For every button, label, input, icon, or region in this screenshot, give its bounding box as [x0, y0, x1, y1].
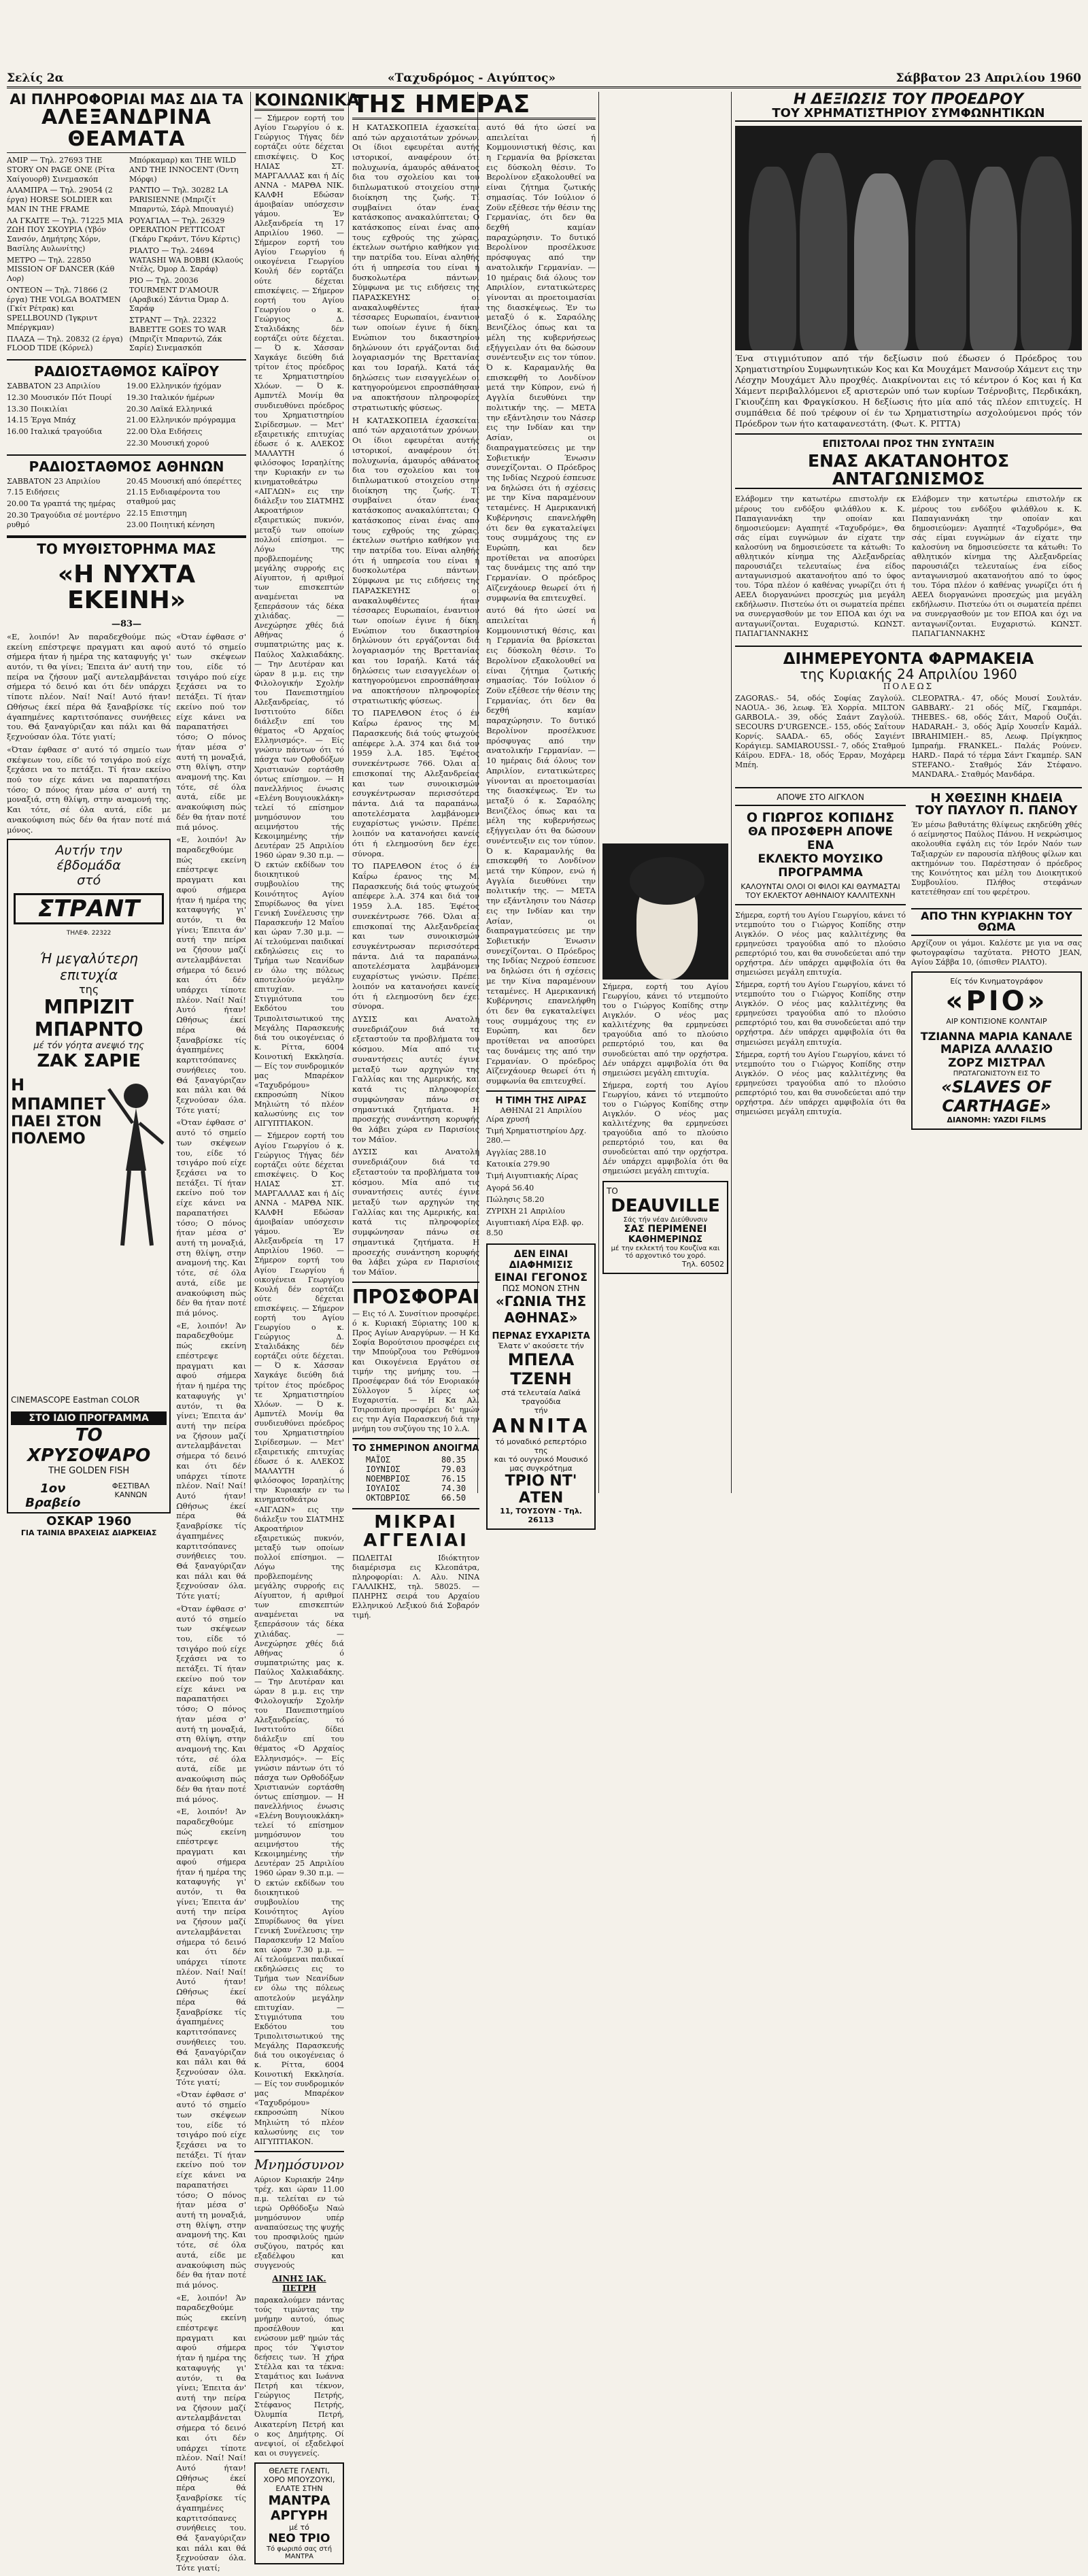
gold-price-row: Τιμή Αιγυπτιακής Λίρας: [486, 1171, 579, 1181]
ad-line: Ή μεγαλύτερη επιτυχία: [39, 950, 138, 984]
actor-name: ΜΑΡΙΖΑ ΑΛΛΑΣΙΟ: [940, 1043, 1053, 1057]
ad-line: και τό ουγγρικό Μουσικό μας συγκρότημα: [494, 1455, 588, 1473]
cinema-listing: ΑΜΙΡ — Τηλ. 27693 THE STORY ON PAGE ONE (Ρίτα Χαίγουορθ) Σινεμασκόπ: [7, 156, 116, 184]
singer-text: Σήμερα, εορτή του Αγίου Γεωργίου, κάνει τό ντεμπούτο του ο Γιώργος Κοπίδης στην Αιγκλόν. Ο νέος μας καλλιτέχνης θα ερμηνεύσει τραγούδια από το πλούσιο ρεπερτόριό του, και θα συνοδεύεται από την ορχήστρα. Δέν υπάρχει αμφιβολία ότι θα σημειώσει μεγάλη επιτυχία.: [602, 1080, 728, 1176]
rate-row: [366, 1484, 466, 1493]
rate-value: 76.15: [441, 1474, 466, 1484]
ad-line: Σάς τήν νέαν Διεύθυνσιν: [623, 1216, 708, 1224]
gold-price-row: Λίρα χρυσή: [486, 1114, 530, 1124]
funeral-subtitle: ΤΟΥ ΠΑΥΛΟΥ Π. ΠΑΝΟΥ: [915, 803, 1078, 818]
radio-slot: 19.30 Ιταλικόν ήμέρων: [126, 392, 215, 402]
ad-line: ΔΕΝ ΕΙΝΑΙ ΔΙΑΦΗΜΙΣΙΣ: [509, 1249, 573, 1271]
film-title: ΠΟΛΕΜΟ: [11, 1131, 86, 1148]
radio-slot: 20.45 Μουσική από όπερέττες: [126, 476, 241, 486]
column-3: [352, 90, 596, 1620]
ad-line: ΚΑΘΗΜΕΡΙΝΩΣ: [628, 1234, 703, 1245]
offers-title: ΠΡΟΣΦΟΡΑΙ: [352, 1285, 480, 1308]
issue-date: Σάββατον 23 Απριλίου 1960: [896, 71, 1081, 85]
gold-price-row: ΖΥΡΙΧΗ 21 Απριλίου: [486, 1207, 565, 1216]
editorial-text: ΤΟ ΠΑΡΕΛΘΟΝ έτος ό έν Καΐρω έρανος της Μ. Παρασκευής διά τούς φτωχούς απέφερε λ.Α. 374 και διά τον 1959 λ.Α. 185. Έφέτος συνεκέντρωσε 766. Όλαι αί επισκοπαί της Αλεξανδρείας και των συνοικισμών εσυγκέντρωσαν περισσότερα πάντα. Διά τα παραπάνω, αποτελέσματα λαμβάνομεν ευχαρίστως γνώσιν. Πρέπει λοιπόν να κατανοήσει κανείς ότι ή ελεημοσύνη δεν έχει σύνορα.: [352, 861, 480, 1011]
radio-slot: ΣΑΒΒΑΤΟΝ 23 Απριλίου: [7, 382, 101, 391]
gold-price-row: Πώλησις 58.20: [486, 1194, 545, 1204]
theatre-header: ΑΙ ΠΛΗΡΟΦΟΡΙΑΙ ΜΑΣ ΔΙΑ ΤΑ: [10, 91, 243, 107]
funeral-text: Έν μέσω βαθυτάτης θλίψεως εκηδεύθη χθές ό αείμνηστος Παύλος Πάνου. Η νεκρώσιμος ακολουθία εψάλη εις τόν Ιερόν Ναόν των Ταξιαρχών εν παρουσία πλήθους φίλων και ακτημόνων του. Παρέστησαν ό πρόεδρος της Κοινότητος και μέλη του Διοικητικού Συμβουλίου. Πλήθος στεφάνων κατετέθησαν επί του φερέτρου.: [911, 820, 1082, 897]
gold-price-table: [486, 1115, 596, 1238]
pharmacies-list: ZAGORAS.- 54, οδός Σοφίας Ζαγλούλ. NAOUA.- 36, λεωφ. Έλ Χορρία. MILTON GARBOLA.- 39, οδός Σαάντ Ζαγλούλ. SECOURS D'URGENCE.- 155, οδός Σαΐτουν Κορνίς. SAADA.- 65, οδός Σαγιέντ Κοράγιεμ. SAMIAROUSSI.- 7, οδός Σταθμού Κάϊρου. EDFA.- 18, οδός Έρραν, Μοχάρεμ Μπέη.: [735, 693, 905, 770]
radio-slot: 22.15 Επιστημη: [126, 508, 187, 518]
band-name: ΤΡΙΟ ΝΤ' ΑΤΕΝ: [505, 1473, 577, 1507]
rate-value: 66.50: [441, 1493, 466, 1503]
rate-value: 79.03: [441, 1465, 466, 1475]
ad-line: ΠΩΣ ΜΟΝΟΝ ΣΤΗΝ: [502, 1284, 580, 1294]
distributor: ΔΙΑΝΟΜΗ: YAZDI FILMS: [947, 1116, 1047, 1125]
cinema-listing: ΣΤΡΑΝΤ — Τηλ. 22322 BABETTE GOES TO WAR (Μπριζίτ Μπαρντώ, Ζάκ Σαρίε) Σινεμασκόπ: [129, 316, 226, 353]
editorial-text: ΤΟ ΠΑΡΕΛΘΟΝ έτος ό έν Καΐρω έρανος της Μ. Παρασκευής διά τούς φτωχούς απέφερε λ.Α. 374 και διά τον 1959 λ.Α. 185. Έφέτος συνεκέντρωσε 766. Όλαι αί επισκοπαί της Αλεξανδρείας και των συνοικισμών εσυγκέντρωσαν περισσότερα πάντα. Διά τα παραπάνω, αποτελέσματα λαμβάνομεν ευχαρίστως γνώσιν. Πρέπει λοιπόν να κατανοήσει κανείς ότι ή ελεημοσύνη δεν έχει σύνορα.: [352, 708, 480, 858]
radio-slot: 21.15 Ενδιαφέροντα του σταθμού μας: [126, 488, 220, 507]
cinema-listing: ΡΟΥΑΓΙΑΛ — Τηλ. 26329 OPERATION PETTICOAT (Γκάρυ Γκράντ, Τόνυ Κέρτις): [129, 216, 241, 244]
rate-value: 74.30: [441, 1484, 466, 1494]
pharmacies-date: της Κυριακής 24 Απριλίου 1960: [800, 665, 1017, 682]
award-label: 1ον Βραβείο: [25, 1482, 81, 1511]
radio-athens-schedule: [7, 477, 246, 532]
ad-line: ΠΡΩΤΑΓΩΝΙΣΤΟΥΝ ΕΙΣ ΤΟ: [953, 1070, 1040, 1078]
ad-line: ΕΙΝΑΙ ΓΕΓΟΝΟΣ: [494, 1271, 588, 1284]
memorial-text: Αύριον Κυριακήν 24ην τρέχ. και ώραν 11.00 π.μ. τελείται εν τώ ιερώ Ορθόδοξω Ναώ μνημόσυνον υπέρ αναπαύσεως της ψυχής του προσφιλούς ημών συζύγου, πατρός και εξαδέλφου και συγγενούς: [254, 2175, 344, 2271]
cinema-listings: [7, 156, 246, 355]
radio-slot: 20.30 Λαϊκά Ελληνικά: [126, 404, 213, 414]
memorial-title: Μνημόσυνον: [254, 2156, 344, 2173]
memorial-text: παρακαλούμεν πάντας τούς τιμώντας την μνήμην αυτού, όπως προσέλθουν και ενώσουν μεθ' ημών τάς προς τόν Ύψιστον δεήσεις των. Ή χήρα Στέλλα και τα τέκνα: Σταμάτιος και Ιωάννα Πετρή και τέκνον, Γεώργιος Πετρής, Στέφανος Πετρής, Όλυμπία Πετρή, Αικατερίνη Πετρή και ο κος Δημήτρης. Οί ανεψιοί, οί εξαδελφοί και οι συγγενείς.: [254, 2295, 344, 2458]
novel-header: ΤΟ ΜΥΘΙΣΤΟΡΗΜΑ ΜΑΣ: [37, 541, 216, 558]
column-5: [735, 92, 1082, 1493]
ad-line: ΠΕΡΝΑΣ ΕΥΧΑΡΙΣΤΑ: [492, 1331, 590, 1342]
editorial-text: αυτό θά ήτο ώσεί να απειλείται ή Κομμουνιστική θέσις, και η Γερμανία θα βρίσκεται εις δύσκολη θέσιν. Το Βερολίνον εξακολουθεί να είναι ζήτημα ζωτικής σημασίας. Τόν Ιούλιον ό Ζοϋν εξέθεσε τήν θέσιν της Γερμανίας, ότι δεν θα δεχθή καμίαν παραχώρησιν. Το δυτικό Βερολίνον προσέλκυσε πρόσφυγας από την ανατολικήν Γερμανίαν. — 10 ημέραις διά όλους τον Απριλίον, εντατικώτερες γίνονται αι προετοιμασίαι της διασκέψεως. Έν τω μεταξύ ό κ. Σαραόλης Βενιζέλος όπως και τα μέλη της κυβερνήσεως εξήγγειλαν ότι θα δώσουν συνέντευξιν εις τον τύπον. Ό κ. Καραμανλής θα επισκεφθή το Λονδίνον μετά την Κύπρον, ενώ ή Αγγλία διευθύνει την πολιτικήν της. — ΜΕΤΑ την εξάντλησιν του Νάσερ εις την Ινδίαν και την Ασίαν, οι διαπραγματεύσεις με την Σοβιετικήν Ένωσιν συνεχίζονται. Ο Πρόεδρος της Ινδίας Νεχρού έσπευσε να δηλώσει ότι ή σχέσεις με την Κίνα παραμένουν τεταμένες. Η Αμερικανική Κυβέρνησις επανελήφθη ότι δεν θα εγκαταλείψει τους συμμάχους της εν Ευρώπη, και δεν προτίθεται να αποσύρει τας δυνάμεις της από την Γερμανίαν. Ο πρόεδρος Αϊζενχάουερ θεωρεί ότι ή συμφωνία θα επιτευχθεί.: [486, 122, 596, 603]
radio-slot: 19.00 Ελληνικόν ήχόμαν: [126, 382, 222, 391]
venue-name: ΜΑΝΤΡΑ ΑΡΓΥΡΗ: [268, 2492, 330, 2523]
social-news-text: — Σήμερον εορτή του Αγίου Γεωργίου ό κ. Γεώργιος Τήγας δέν εορτάζει ούτε δέχεται επισκέψεις. Ό Κος ΗΛΙΑΣ ΣΤ. ΜΑΡΓΑΛΛΑΣ και ή Δίς ΑΝΝΑ - ΜΑΡΘΑ ΝΙΚ. ΚΑΛΦΗ Εδώσαν άμοιβαίαν υπόσχεσιν γάμου. Έν Αλεξανδρεία τη 17 Απριλίου 1960. — Σήμερον εορτή του Αγίου Γεωργίου ή οικογένεια Γεωργίου Κουλή δέν εορτάζει ούτε δέχεται επισκέψεις. — Σήμερον εορτή του Αγίου Γεωργίου ο κ. Γεώργιος Δ. Σταλιδάκης δέν εορτάζει ούτε δέχεται. — Ό κ. Χάσσαν Χαγκάγε διεύθη διά τρίτον έτος πρόεδρος τε Χρηματιστηρίου Χλόων. — Ό κ. Αμπντέλ Μονίμ θα συνδιευθύνει πρόεδρος του Χρηματιστηρίου Σιρίδεσμων. — Μετ' εξαιρετικής επιτυχίας έδωσε ό κ. ΑΛΕΚΟΣ ΜΑΛΑΥΤΗ ό φιλόσοφος Ισραηλίτης την Κυριακήν εν τω κινηματοθεάτρω «ΑΙΓΛΩΝ» εις την διάλεξιν του ΣΙΑΤΜΗΣ Ακροατήριον εξαιρετικώς πυκνόν, μεταξύ των οποίων πολλοί επίσημοι. — Λόγω της προβλεπομένης μεγάλης συρροής εις Αίγυπτον, ή αριθμοί των επισκεπτών αναμένεται να ξεπεράσουν τάς δέκα χιλιάδας. — Ανεχώρησε χθές διά Αθήνας ό συμπατριώτης μας κ. Παύλος Χαλκιαδάκης. — Την Δευτέραν και ώραν 8 μ.μ. εις την Φιλολογικήν Σχολήν του Πανεπιστημίου Αλεξανδρείας, τό Ινστιτούτο δίδει διάλεξιν επί του θέματος «Ό Αρχαίος Ελληνισμός». — Είς γνώσιν πάντων ότι τό πάσχα των Ορθοδόξων Χριστιανών εορτάσθη όντως επίσημον. — Η πανελλήνιος ένωσις «Ελένη Βουγιουκλάκη» τελεί τό επίσημον μνημόσυνον του αειμνήστου τής Κεκοιμημένης τήν Δευτέραν 25 Απριλίου 1960 ώραν 9.30 π.μ. — Ό εκτών εκδίδων του διοικητικού συμβουλίου της Κοινότητος Αγίου Σπυρίδωνος θα γίνει Γενική Συνέλευσις την Παρασκευήν 12 Μαΐου και ώραν 7.30 μ.μ. — Αί τελούμεναι παιδικαί εκδηλώσεις εις το Τμήμα των Νεανίδων εν όλω της πόλεως αποτελούν μεγάλην επιτυχίαν. — Στιγμιότυπα του Εκδότου του Τριπολιτσιωτικού της Μεγάλης Παρασκευής διά του οικογένειας ό κ. Ρίττα, 6004 Κοινοτική Εκκλησία. — Είς τον συνδρομικόν μας Μπαρέκον «Ταχυδρόμου» εκπροσώπη Νίκου Μηλιώτη τό πλέον καλωσύνης εις τον ΑΙΓΥΠΤΙΑΚΟΝ.: [254, 1131, 344, 2146]
rate-month: ΙΟΥΛΙΟΣ: [366, 1484, 401, 1494]
gonia-athinas-ad: [486, 1243, 596, 1530]
rate-row: [366, 1455, 466, 1465]
rate-row: [366, 1493, 466, 1503]
rate-month: ΟΚΤΩΒΡΙΟΣ: [366, 1493, 411, 1503]
radio-slot: 16.00 Ιταλικά τραγούδια: [7, 427, 103, 437]
ad-line: ΣΤΟ ΙΔΙΟ ΠΡΟΓΡΑΜΜΑ: [11, 1411, 167, 1425]
editorial-text: ΔΥΣΙΣ και Ανατολή συνεδριάζουν διά τα εξεταστούν τα προβλήματα του κόσμου. Μία από τις συναντήσεις αυτές έγινε μεταξύ των αρχηγών της Γαλλίας και της Αμερικής, και κατά τις πληροφορίες συμφώνησαν πάνω σε σημαντικά ζητήματα. Η προσεχής συνάντηση κορυφής θα λάβει χώρα εν Παρισίοις τον Μάϊον.: [352, 1147, 480, 1277]
ad-line: ΑΙΡ ΚΟΝΤΙΣΙΟΝΕ ΚΟΛΝΤΑΙΡ: [946, 1017, 1047, 1026]
band-name: ΝΕΟ ΤΡΙΟ: [268, 2531, 330, 2545]
editorial-text: ΔΥΣΙΣ και Ανατολή συνεδριάζουν διά τα εξεταστούν τα προβλήματα του κόσμου. Μία από τις συναντήσεις αυτές έγινε μεταξύ των αρχηγών της Γαλλίας και της Αμερικής, και κατά τις πληροφορίες συμφώνησαν πάνω σε σημαντικά ζητήματα. Η προσεχής συνάντηση κορυφής θα λάβει χώρα εν Παρισίοις τον Μάϊον.: [352, 1014, 480, 1144]
singer-text: Σήμερα, εορτή του Αγίου Γεωργίου, κάνει τό ντεμπούτο του ο Γιώργος Κοπίδης στην Αιγκλόν. Ο νέος μας καλλιτέχνης θα ερμηνεύσει τραγούδια από το πλούσιο ρεπερτόριό του, και θα συνοδεύεται από την ορχήστρα. Δέν υπάρχει αμφιβολία ότι θα σημειώσει μεγάλη επιτυχία.: [735, 980, 906, 1047]
column-4: [602, 843, 728, 1493]
novel-text-continued: «Ε, λοιπόν! Άν παραδεχθούμε πώς εκείνη επέστρεψε πραγματι και αφού σήμερα ήταν ή ημέρα της καταφυγής γι' αυτόν, τι θα γίνει; Έπειτα άν' αυτή την πείρα να ζήσουν μαζί αντελαμβάνεται σήμερα τό δεινό και ότι δέν υπάρχει τίποτε πλέον. Ναί! Ναί! Αυτό ήταν! Ωθήσως έκεί πέρα θά ξαναβρίσκε τίς άγαπημένες καρτιτσόπανες συνήθειες του. Θά ξαναγύριζαν και πάλι και θά ξεχνούσαν όλα. Τότε γιατί;: [176, 1320, 246, 1601]
radio-slot: ΣΑΒΒΑΤΟΝ 23 Απριλίου: [7, 476, 101, 486]
singer-photo: [602, 843, 728, 980]
radio-slot: 22.00 Όλα Ειδήσεις: [126, 427, 203, 437]
column-1: [7, 91, 246, 2573]
strand-logo: ΣΤΡΑΝΤ: [14, 893, 164, 924]
venue-name: «ΓΩΝΙΑ ΤΗΣ ΑΘΗΝΑΣ»: [495, 1293, 587, 1326]
radio-slot: 20.00 Τα γραπτά της ημέρας: [7, 499, 116, 509]
novel-text-continued: «Όταν έφθασε σ' αυτό τό σημείο των σκέψεων του, είδε τό τσιγάρο πού είχε ξεχάσει να το πετάξει. Τί ήταν εκείνο πού τον είχε κάνει να παραπατήσει τόσο; Ο πόνος ήταν μέσα σ' αυτή τη μοναξιά, στη θλίψη, στην αναμονή της. Και τότε, σέ όλα αυτά, είδε με ανακούφιση πώς δέν θα ήταν ποτέ πιά μόνος.: [176, 631, 246, 832]
letters-header: ΕΠΙΣΤΟΛΑΙ ΠΡΟΣ ΤΗΝ ΣΥΝΤΑΞΙΝ: [822, 438, 995, 450]
film-title: ΠΑΕΙ ΣΤΟΝ: [11, 1114, 102, 1131]
singer-name: ΑΝΝΙΤΑ: [492, 1415, 590, 1438]
of-the-day-title: ΤΗΣ ΗΜΕΡΑΣ: [352, 92, 596, 120]
page-header: [7, 71, 1081, 88]
radio-slot: 14.15 Έργα Μπάχ: [7, 416, 76, 425]
mantra-argyri-ad: [254, 2462, 344, 2564]
rate-row: [366, 1474, 466, 1484]
pharmacies-title: ΔΙΗΜΕΡΕΥΟΝΤΑ ΦΑΡΜΑΚΕΙΑ: [783, 650, 1034, 668]
ad-line: τό μοναδικό ρεπερτόριο της: [495, 1437, 587, 1456]
ad-line: έβδομάδα: [56, 858, 121, 873]
ad-line: ΕΚΛΕΚΤΟ ΜΟΥΣΙΚΟ ΠΡΟΓΡΑΜΜΑ: [758, 852, 883, 880]
novel-title: «Η ΝΥΧΤΑ ΕΚΕΙΝΗ»: [57, 561, 196, 615]
ad-line: ΣΑΣ ΠΕΡΙΜΕΝΕΙ: [624, 1223, 707, 1235]
cinema-listing: ΠΛΑΖΑ — Τηλ. 20832 (2 έργα) FLOOD TIDE (Κόρνελ): [7, 334, 123, 353]
radio-slot: 13.30 Ποικιλίαι: [7, 404, 68, 414]
social-title: ΚΟΙΝΩΝΙΚΑ: [254, 92, 344, 111]
radio-slot: 12.30 Μουσικόν Πότ Πουρί: [7, 392, 112, 402]
cinema-name: «ΡΙΟ»: [945, 986, 1048, 1018]
letter-text: Ελάβομεν την κατωτέρω επιστολήν εκ μέρους του ενδόξου φιλάθλου κ. Κ. Παπαγιαννάκη την οποίαν και δημοσιεύομεν: Αγαπητέ «Ταχυδρόμε», Θα σάς είμαι ευγνώμων άν είχατε την καλοσύνη να δημοσιεύσετε τα κάτωθι: Το αθλητικόν κίνημα της Αλεξανδρείας παρουσιάζει τελευταίως ένα είδος ανταγωνισμού ακατανοήτου από το ύφος του. Τόρα πλέον ό καθένας γνωρίζει ότι ή ΑΕΕΛ διοργανώνει προσεχώς μια μεγάλη εκδήλωσιν. Πιστεύω ότι οι σωματεία πρέπει να συνεργασθούν με τον ΕΠΟΑ και όχι να ανταγωνίζονται. Ευχαριστώ. ΚΩΝΣΤ. ΠΑΠΑΓΙΑΝΝΑΚΗΣ: [912, 495, 1082, 638]
performer-name: Ο ΓΙΩΡΓΟΣ ΚΟΠΙΔΗΣ: [746, 809, 895, 825]
singer-text: Σήμερα, εορτή του Αγίου Γεωργίου, κάνει τό ντεμπούτο του ο Γιώργος Κοπίδης στην Αιγκλόν. Ο νέος μας καλλιτέχνης θα ερμηνεύσει τραγούδια από το πλούσιο ρεπερτόριό του, και θα συνοδεύεται από την ορχήστρα. Δέν υπάρχει αμφιβολία ότι θα σημειώσει μεγάλη επιτυχία.: [602, 982, 728, 1077]
column-rule: [348, 92, 349, 1493]
novel-text: «Όταν έφθασε σ' αυτό τό σημείο των σκέψεων του, είδε τό τσιγάρο πού είχε ξεχάσει να το πετάξει. Τί ήταν εκείνο πού τον είχε κάνει να παραπατήσει τόσο; Ο πόνος ήταν μέσα σ' αυτή τη μοναξιά, στη θλίψη, στην αναμονή της. Και τότε, σέ όλα αυτά, είδε με ανακούφιση πώς δέν θα ήταν ποτέ πιά μόνος.: [7, 744, 171, 835]
deauville-ad: [602, 1181, 728, 1274]
short-film-title-en: THE GOLDEN FISH: [48, 1466, 130, 1477]
novel-text-continued: «Όταν έφθασε σ' αυτό τό σημείο των σκέψεων του, είδε τό τσιγάρο πού είχε ξεχάσει να το πετάξει. Τί ήταν εκείνο πού τον είχε κάνει να παραπατήσει τόσο; Ο πόνος ήταν μέσα σ' αυτή τη μοναξιά, στη θλίψη, στην αναμονή της. Και τότε, σέ όλα αυτά, είδε με ανακούφιση πώς δέν θα ήταν ποτέ πιά μόνος.: [176, 2090, 246, 2290]
funeral-title: Η ΧΘΕΣΙΝΗ ΚΗΔΕΙΑ: [930, 790, 1063, 805]
gold-price-row: Αγορά 56.40: [486, 1183, 534, 1192]
reception-subtitle: ΤΟΥ ΧΡΗΜΑΤΙΣΤΗΡΙΟΥ ΣΥΜΦΩΝΗΤΙΚΩΝ: [735, 107, 1082, 122]
rio-cinema-ad: [911, 971, 1082, 1130]
venue-address: 11, ΤΟΥΣΟΥΝ - Τηλ. 26113: [500, 1507, 582, 1525]
column-2: [254, 90, 360, 2560]
ad-line: ΤΟ: [607, 1186, 618, 1196]
novel-text-continued: «Όταν έφθασε σ' αυτό τό σημείο των σκέψεων του, είδε τό τσιγάρο πού είχε ξεχάσει να το πετάξει. Τί ήταν εκείνο πού τον είχε κάνει να παραπατήσει τόσο; Ο πόνος ήταν μέσα σ' αυτή τη μοναξιά, στη θλίψη, στην αναμονή της. Και τότε, σέ όλα αυτά, είδε με ανακούφιση πώς δέν θα ήταν ποτέ πιά μόνος.: [176, 1118, 246, 1318]
rate-value: 80.35: [441, 1455, 466, 1465]
ad-line: ΚΑΛΟΥΝΤΑΙ ΟΛΟΙ ΟΙ ΦΙΛΟΙ ΚΑΙ ΘΑΥΜΑΣΤΑΙ ΤΟΥ ΕΚΛΕΚΤΟΥ ΑΘΗΝΑΙΟΥ ΚΑΛΛΙΤΕΧΝΗ: [741, 882, 900, 900]
radio-slot: 22.30 Μουσική χορού: [126, 438, 209, 448]
festival-label: ΦΕΣΤΙΒΑΛ ΚΑΝΝΩΝ: [112, 1482, 150, 1500]
column-rule: [250, 92, 251, 1493]
ad-line: στά τελευταία Λαϊκά τραγούδια: [501, 1388, 581, 1407]
actor-name: ΖΑΚ ΣΑΡΙΕ: [37, 1051, 141, 1072]
column-rule: [731, 92, 732, 1493]
memorial-name: ΑΙΝΗΣ ΙΑΚ. ΠΕΤΡΗ: [272, 2273, 326, 2293]
film-title: Η ΜΠΑΜΠΕΤ: [11, 1075, 106, 1114]
radio-cairo-schedule: [7, 382, 246, 450]
rate-row: [366, 1465, 466, 1474]
cinema-listing: ΡΙΟ — Τηλ. 20036 TOURMENT D'AMOUR (Αραβικό) Σάντια Όμαρ Δ. Σαράφ: [129, 276, 229, 314]
ad-line: Τό φωριπό σας στή ΜΑΝΤΡΑ: [266, 2545, 333, 2560]
rate-month: ΙΟΥΝΙΟΣ: [366, 1465, 401, 1475]
classifieds-text: ΠΩΛΕΙΤΑΙ Ιδιόκτητον διαμέρισμα εις Κλεοπάτρα, πληροφορίαι: Λ. Αλυ. ΝΙΝΑ ΓΑΛΛΙΚΗΣ, τηλ. 58025. — ΠΛΗΡΗΣ σειρά του Αρχαίου Ελληνικού Λεξικού διά Σοβαρόν τιμή.: [352, 1553, 480, 1620]
photo-studio-title: ΑΠΟ ΤΗΝ ΚΥΡΙΑΚΗΝ ΤΟΥ ΘΩΜΑ: [911, 908, 1082, 937]
social-news-text: — Σήμερον εορτή του Αγίου Γεωργίου ό κ. Γεώργιος Τήγας δέν εορτάζει ούτε δέχεται επισκέψεις. Ό Κος ΗΛΙΑΣ ΣΤ. ΜΑΡΓΑΛΛΑΣ και ή Δίς ΑΝΝΑ - ΜΑΡΘΑ ΝΙΚ. ΚΑΛΦΗ Εδώσαν άμοιβαίαν υπόσχεσιν γάμου. Έν Αλεξανδρεία τη 17 Απριλίου 1960. — Σήμερον εορτή του Αγίου Γεωργίου ή οικογένεια Γεωργίου Κουλή δέν εορτάζει ούτε δέχεται επισκέψεις. — Σήμερον εορτή του Αγίου Γεωργίου ο κ. Γεώργιος Δ. Σταλιδάκης δέν εορτάζει ούτε δέχεται. — Ό κ. Χάσσαν Χαγκάγε διεύθη διά τρίτον έτος πρόεδρος τε Χρηματιστηρίου Χλόων. — Ό κ. Αμπντέλ Μονίμ θα συνδιευθύνει πρόεδρος του Χρηματιστηρίου Σιρίδεσμων. — Μετ' εξαιρετικής επιτυχίας έδωσε ό κ. ΑΛΕΚΟΣ ΜΑΛΑΥΤΗ ό φιλόσοφος Ισραηλίτης την Κυριακήν εν τω κινηματοθεάτρω «ΑΙΓΛΩΝ» εις την διάλεξιν του ΣΙΑΤΜΗΣ Ακροατήριον εξαιρετικώς πυκνόν, μεταξύ των οποίων πολλοί επίσημοι. — Λόγω της προβλεπομένης μεγάλης συρροής εις Αίγυπτον, ή αριθμοί των επισκεπτών αναμένεται να ξεπεράσουν τάς δέκα χιλιάδας. — Ανεχώρησε χθές διά Αθήνας ό συμπατριώτης μας κ. Παύλος Χαλκιαδάκης. — Την Δευτέραν και ώραν 8 μ.μ. εις την Φιλολογικήν Σχολήν του Πανεπιστημίου Αλεξανδρείας, τό Ινστιτούτο δίδει διάλεξιν επί του θέματος «Ό Αρχαίος Ελληνισμός». — Είς γνώσιν πάντων ότι τό πάσχα των Ορθοδόξων Χριστιανών εορτάσθη όντως επίσημον. — Η πανελλήνιος ένωσις «Ελένη Βουγιουκλάκη» τελεί τό επίσημον μνημόσυνον του αειμνήστου τής Κεκοιμημένης τήν Δευτέραν 25 Απριλίου 1960 ώραν 9.30 π.μ. — Ό εκτών εκδίδων του διοικητικού συμβουλίου της Κοινότητος Αγίου Σπυρίδωνος θα γίνει Γενική Συνέλευσις την Παρασκευήν 12 Μαΐου και ώραν 7.30 μ.μ. — Αί τελούμεναι παιδικαί εκδηλώσεις εις το Τμήμα των Νεανίδων εν όλω της πόλεως αποτελούν μεγάλην επιτυχίαν. — Στιγμιότυπα του Εκδότου του Τριπολιτσιωτικού της Μεγάλης Παρασκευής διά του οικογένειας ό κ. Ρίττα, 6004 Κοινοτική Εκκλησία. — Είς τον συνδρομικόν μας Μπαρέκον «Ταχυδρόμου» εκπροσώπη Νίκου Μηλιώτη τό πλέον καλωσύνης εις τον ΑΙΓΥΠΤΙΑΚΟΝ.: [254, 114, 344, 1128]
rate-month: ΝΟΕΜΒΡΙΟΣ: [366, 1474, 411, 1484]
photo-studio-text: Αρχίζουν οι γάμοι. Καλέστε με για να σας φωτογραφίσω ταχύτατα. PHOTO JEAN, Αγίου Σάββα 10, (όπισθεν ΡΙΑΛΤΟ).: [911, 939, 1082, 967]
cinema-listing: ΛΑ ΓΚΑΙΤΕ — Τηλ. 71225 ΜΙΑ ΖΩΗ ΠΟΥ ΣΚΟΥΡΙΑ (Υβόν Σανσόν, Δημήτρης Χόρν, Βασίλης Αυλωνίτης): [7, 216, 123, 253]
ad-line: μέ τόν γόητα ανεψιό της: [33, 1041, 144, 1052]
rate-month: ΜΑΪΟΣ: [366, 1455, 391, 1465]
radio-slot: 7.15 Ειδήσεις: [7, 488, 60, 497]
classifieds-title: ΜΙΚΡΑΙ ΑΓΓΕΛΙΑΙ: [363, 1512, 469, 1552]
pharmacies-list: CLEOPATRA.- 47, οδός Μουσί Σουλτάν. GABBARY.- 21 οδός Μίζ, Γκαμπάρι. THEBES.- 68, οδός Σάιτ, Μαροΰ Ουζάι. HADARAH.- 3, οδός Άμίρ Χουσεΐν Καμάλ. IBRAHIMIEH.- 85, Λεωφ. Πρίγκηπος Ιμπραήμ. FRANKEL.- Παλάς Ρούνεν. HARD.- Παρά τό τέρμα Σάντ Γκαμπέρ. SAN STEFANO.- Σταθμός Σάν Στέφανο. MANDARA.- Σταθμός Μανδάρα.: [912, 693, 1082, 780]
radio-athens-title: ΡΑΔΙΟΣΤΑΘΜΟΣ ΑΘΗΝΩΝ: [29, 458, 224, 475]
reception-title: Η ΔΕΞΙΩΣΙΣ ΤΟΥ ΠΡΟΕΔΡΟΥ: [793, 91, 1024, 108]
radio-slot: 20.30 Τραγούδια σέ μοντέρνο ρυθμό: [7, 510, 120, 529]
ad-line: ΓΙΑ ΤΑΙΝΙΑ ΒΡΑΧΕΙΑΣ ΔΙΑΡΚΕΙΑΣ: [20, 1528, 157, 1538]
editorial-text: Η ΚΑΤΑΣΚΟΠΕΙΑ έχασκείται από τών αρχαιοτάτων χρόνων. Οι ίδιοι εφευρέται αυτής ιστορικοί, αναφέρουν ότι πολυχωνία, άμαυρός αθάνατος δια του σχολείου και του διπλωματικού στοιχείου στην διοίκηση της ζωής. Τί συμβαίνει όταν ένας κατάσκοπος ανακαλύπτεται; Ο κατάσκοπος είναι ένας απο τους εχθρούς της χώρας, έκτελων σωτήριο καθήκον για την πατρίδα του. Είναι αληθής ότι ή υπηρεσία του είναι ή δυσκολωτέρα πάντων. Σύμφωνα με τις ειδήσεις της ΠΑΡΑΣΚΕΥΗΣ οι ανακαλυφθέντες ήταν τέσσαρες Ευρωπαίοι, έναντιον των οποίων έγινε ή δίκη. Ενώπιον του δικαστηρίου δηλώνουν ότι εργάζονται διά λογαριασμόν της Βρεττανίας και του Ισραήλ. Κατά τάς δηλώσεις των εισαγγελέων οι κατηγορούμενοι επροσπάθησαν να αποκτήσουν πληροφορίες στρατιωτικής φύσεως.: [352, 415, 480, 705]
actress-name: ΜΠΡΙΖΙΤ ΜΠΑΡΝΤΟ: [34, 996, 143, 1041]
gold-price-title: Η ΤΙΜΗ ΤΗΣ ΛΙΡΑΣ: [495, 1095, 587, 1106]
gold-price-row: Κατοικία 279.90: [486, 1159, 550, 1169]
format-label: CINEMASCOPE Eastman COLOR: [11, 1395, 140, 1405]
ad-line: μέ τό: [289, 2522, 309, 2532]
dancer-illustration: [105, 1075, 167, 1252]
gold-price-row: Αγγλίας 288.10: [486, 1148, 547, 1157]
actor-name: ΤΖΙΑΝΝΑ ΜΑΡΙΑ ΚΑΝΑΛΕ: [920, 1030, 1073, 1043]
gold-price-row: Αιγυπτιακή Λίρα Ελβ. φρ. 8.50: [486, 1218, 584, 1237]
strand-cinema-ad: [7, 839, 171, 1538]
letter-text: Ελάβομεν την κατωτέρω επιστολήν εκ μέρους του ενδόξου φιλάθλου κ. Κ. Παπαγιαννάκη την οποίαν και δημοσιεύομεν: Αγαπητέ «Ταχυδρόμε», Θα σάς είμαι ευγνώμων άν είχατε την καλοσύνη να δημοσιεύσετε τα κάτωθι: Το αθλητικόν κίνημα της Αλεξανδρείας παρουσιάζει τελευταίως ένα είδος ανταγωνισμού ακατανοήτου από το ύφος του. Τόρα πλέον ό καθένας γνωρίζει ότι ή ΑΕΕΛ διοργανώνει προσεχώς μια μεγάλη εκδήλωσιν. Πιστεύω ότι οι σωματεία πρέπει να συνεργασθούν με τον ΕΠΟΑ και όχι να ανταγωνίζονται. Ευχαριστώ. ΚΩΝΣΤ. ΠΑΠΑΓΙΑΝΝΑΚΗΣ: [735, 495, 905, 638]
cinema-listing: ΜΕΤΡΟ — Τηλ. 22850 MISSION OF DANCER (Κάθ Λορ): [7, 255, 115, 284]
rates-title: ΤΟ ΣΗΜΕΡΙΝΟΝ ΑΝΟΙΓΜΑ: [352, 1443, 479, 1454]
ad-line: ΘΕΛΕΤΕ ΓΛΕΝΤΙ, ΧΟΡΟ ΜΠΟΥΖΟΥΚΙ, ΕΛΑΤΕ ΣΤΗΝ: [263, 2466, 335, 2493]
venue-name: DEAUVILLE: [611, 1195, 720, 1216]
ad-line: τήν: [534, 1406, 548, 1416]
cinema-listing: ΡΙΑΛΤΟ — Τηλ. 24694 WATASHI WA BOBBI (Κλαούς Ντέλς, Όμορ Δ. Σαράφ): [129, 246, 243, 274]
radio-cairo-title: ΡΑΔΙΟΣΤΑΘΜΟΣ ΚΑΪΡΟΥ: [34, 363, 219, 380]
short-film-title: ΤΟ ΧΡΥΣΟΨΑΡΟ: [27, 1425, 151, 1467]
newspaper-name: «Ταχυδρόμος - Αιγύπτος»: [388, 71, 556, 85]
singer-name: ΜΠΕΛΑ ΤΖΕΝΗ: [507, 1350, 575, 1389]
strand-phone: ΤΗΛΕΦ. 22322: [66, 930, 112, 937]
novel-text-continued: «Όταν έφθασε σ' αυτό τό σημείο των σκέψεων του, είδε τό τσιγάρο πού είχε ξεχάσει να το πετάξει. Τί ήταν εκείνο πού τον είχε κάνει να παραπατήσει τόσο; Ο πόνος ήταν μέσα σ' αυτή τη μοναξιά, στη θλίψη, στην αναμονή της. Και τότε, σέ όλα αυτά, είδε με ανακούφιση πώς δέν θα ήταν ποτέ πιά μόνος.: [176, 1603, 246, 1804]
kopidis-program-ad: [735, 805, 906, 905]
novel-episode: —83—: [111, 618, 142, 629]
radio-slot: 21.00 Ελληνικόν πρόγραμμα: [126, 416, 236, 425]
novel-text: «Ε, λοιπόν! Άν παραδεχθούμε πώς εκείνη επέστρεψε πραγματι και αφού σήμερα ήταν ή ημέρα της καταφυγής γι' αυτόν, τι θα γίνει; Έπειτα άν' αυτή την πείρα να ζήσουν μαζί αντελαμβάνεται σήμερα τό δεινό και ότι δέν υπάρχει τίποτε πλέον. Ναί! Ναί! Αυτό ήταν! Ωθήσως έκεί πέρα θά ξαναβρίσκε τίς άγαπημένες καρτιτσόπανες συνήθειες του. Θά ξαναγύριζαν και πάλι και θά ξεχνούσαν όλα. Τότε γιατί;: [7, 631, 171, 742]
radio-slot: 23.00 Ποιητική κένηση: [126, 520, 215, 529]
cinema-listing: Μπόρκαμαρ) και THE WILD AND THE INNOCENT (Όντη Μόρφι): [129, 156, 239, 184]
ad-line: Αυτήν την: [55, 843, 122, 858]
program-header: ΑΠΟΨΕ ΣΤΟ ΑΙΓΚΛΟΝ: [777, 792, 864, 802]
venue-phone: Τηλ. 60502: [681, 1259, 724, 1269]
novel-text-continued: «Ε, λοιπόν! Άν παραδεχθούμε πώς εκείνη επέστρεψε πραγματι και αφού σήμερα ήταν ή ημέρα της καταφυγής γι' αυτόν, τι θα γίνει; Έπειτα άν' αυτή την πείρα να ζήσουν μαζί αντελαμβάνεται σήμερα τό δεινό και ότι δέν υπάρχει τίποτε πλέον. Ναί! Ναί! Αυτό ήταν! Ωθήσως έκεί πέρα θά ξαναβρίσκε τίς άγαπημένες καρτιτσόπανες συνήθειες του. Θά ξαναγύριζαν και πάλι και θά ξεχνούσαν όλα. Τότε γιατί;: [176, 835, 246, 1115]
theatre-title: ΑΛΕΞΑΝΔΡΙΝΑ ΘΕΑΜΑΤΑ: [41, 105, 211, 151]
novel-text-continued: «Ε, λοιπόν! Άν παραδεχθούμε πώς εκείνη επέστρεψε πραγματι και αφού σήμερα ήταν ή ημέρα της καταφυγής γι' αυτόν, τι θα γίνει; Έπειτα άν' αυτή την πείρα να ζήσουν μαζί αντελαμβάνεται σήμερα τό δεινό και ότι δέν υπάρχει τίποτε πλέον. Ναί! Ναί! Αυτό ήταν! Ωθήσως έκεί πέρα θά ξαναβρίσκε τίς άγαπημένες καρτιτσόπανες συνήθειες του. Θά ξαναγύριζαν και πάλι και θά ξεχνούσαν όλα. Τότε γιατί;: [176, 2292, 246, 2573]
editorial-text: Η ΚΑΤΑΣΚΟΠΕΙΑ έχασκείται από τών αρχαιοτάτων χρόνων. Οι ίδιοι εφευρέται αυτής ιστορικοί, αναφέρουν ότι πολυχωνία, άμαυρός αθάνατος δια του σχολείου και του διπλωματικού στοιχείου στην διοίκηση της ζωής. Τί συμβαίνει όταν ένας κατάσκοπος ανακαλύπτεται; Ο κατάσκοπος είναι ένας απο τους εχθρούς της χώρας, έκτελων σωτήριο καθήκον για την πατρίδα του. Είναι αληθής ότι ή υπηρεσία του είναι ή δυσκολωτέρα πάντων. Σύμφωνα με τις ειδήσεις της ΠΑΡΑΣΚΕΥΗΣ οι ανακαλυφθέντες ήταν τέσσαρες Ευρωπαίοι, έναντιον των οποίων έγινε ή δίκη. Ενώπιον του δικαστηρίου δηλώνουν ότι εργάζονται διά λογαριασμόν της Βρεττανίας και του Ισραήλ. Κατά τάς δηλώσεις των εισαγγελέων οι κατηγορούμενοι επροσπάθησαν να αποκτήσουν πληροφορίες στρατιωτικής φύσεως.: [352, 122, 480, 412]
page-number: Σελίς 2α: [7, 71, 64, 85]
gold-price-date: ΑΘΗΝΑΙ 21 Απριλίου: [500, 1105, 582, 1115]
reception-photo: [735, 126, 1082, 350]
novel-text-continued: «Ε, λοιπόν! Άν παραδεχθούμε πώς εκείνη επέστρεψε πραγματι και αφού σήμερα ήταν ή ημέρα της καταφυγής γι' αυτόν, τι θα γίνει; Έπειτα άν' αυτή την πείρα να ζήσουν μαζί αντελαμβάνεται σήμερα τό δεινό και ότι δέν υπάρχει τίποτε πλέον. Ναί! Ναί! Αυτό ήταν! Ωθήσως έκεί πέρα θά ξαναβρίσκε τίς άγαπημένες καρτιτσόπανες συνήθειες του. Θά ξαναγύριζαν και πάλι και θά ξεχνούσαν όλα. Τότε γιατί;: [176, 1807, 246, 2087]
letters-title: ΕΝΑΣ ΑΚΑΤΑΝΟΗΤΟΣ ΑΝΤΑΓΩΝΙΣΜΟΣ: [735, 452, 1082, 490]
gold-price-row: Τιμή Χρηματιστηρίου Δρχ. 280.—: [486, 1126, 587, 1145]
singer-text: Σήμερα, εορτή του Αγίου Γεωργίου, κάνει τό ντεμπούτο του ο Γιώργος Κοπίδης στην Αιγκλόν. Ο νέος μας καλλιτέχνης θα ερμηνεύσει τραγούδια από το πλούσιο ρεπερτόριό του, και θα συνοδεύεται από την ορχήστρα. Δέν υπάρχει αμφιβολία ότι θα σημειώσει μεγάλη επιτυχία.: [735, 910, 906, 977]
cinema-listing: ΟΝΤΕΟΝ — Τηλ. 71866 (2 έργα) THE VOLGA BOATMEN (Γκίτ Ρέτρακ) και SPELLBOUND (Ίγκριντ Μπέργκμαν): [7, 285, 121, 332]
pharmacies-city: ΠΟΛΕΩΣ: [883, 681, 934, 691]
cinema-listing: ΑΛΑΜΠΡΑ — Τηλ. 29054 (2 έργα) HORSE SOLDIER και MAN IN THE FRAME: [7, 186, 113, 214]
ad-line: μέ την εκλεκτή του Κουζίνα και τό αρχοντικό του χορό.: [611, 1244, 720, 1260]
ad-line: Είς τόν Κινηματογράφον: [950, 977, 1043, 986]
reception-caption: Ένα στιγμιότυπον από τήν δεξίωσιν πού έδωσεν ό Πρόεδρος του Χρηματιστηρίου Συμφωνητικών Κος και Κα Μουχάμετ Μανσούρ Χάμεντ εις την Λέσχην Μουχάμετ Άλυ προχθές. Διακρίνονται εις τό κέντρον ό Κος και ή Κα Χάμεντ περιβαλλόμενοι εξ αριστερών υπό των κυρίων Τσέρνοβιτς, Περδικάκη, Γκιουζέπη και Φραγκίσκου. Η δεξίωσις ήτο μία από τάς πλέον επιτυχείς. Η συμπάθεια δέ πού τρέφουν οί έν τω Χρηματιστηρίω ασχολούμενοι πρός τόν Πρόεδρον των ήτο καταφανεστάτη. (Φωτ. Κ. ΡΙΤΤΑ): [735, 352, 1082, 429]
singer-text: Σήμερα, εορτή του Αγίου Γεωργίου, κάνει τό ντεμπούτο του ο Γιώργος Κοπίδης στην Αιγκλόν. Ο νέος μας καλλιτέχνης θα ερμηνεύσει τραγούδια από το πλούσιο ρεπερτόριό του, και θα συνοδεύεται από την ορχήστρα. Δέν υπάρχει αμφιβολία ότι θα σημειώσει μεγάλη επιτυχία.: [735, 1050, 906, 1117]
ad-line: ΘΑ ΠΡΟΣΦΕΡΗ ΑΠΟΨΕ ΕΝΑ: [748, 824, 893, 852]
offers-text: — Εις τό Λ. Συνσίτιον προσφέρει ό κ. Κυριακή Ξύριατης 100 κ. Προς Αγίων Αναργύρων. — Η Κα Σοφία Βορούτσιου προσφέρει εις την Μπούρζουα του Ρεθύμνου και Οικογένεια Εργάτου σε τιμήν της μνήμης του. — Προσέφεραν διά τόν Ενοριακόν Σύλλογον 5 λίρες ως Ευχαριστία. — Η Κα Αλ. Τσιροπιάνη προσφέρει δι' ημών εις την Αγία Παρασκευή διά την μνήμη του συζύγου της 10 λ.Α.: [352, 1309, 480, 1434]
editorial-text: αυτό θά ήτο ώσεί να απειλείται ή Κομμουνιστική θέσις, και η Γερμανία θα βρίσκεται εις δύσκολη θέσιν. Το Βερολίνον εξακολουθεί να είναι ζήτημα ζωτικής σημασίας. Τόν Ιούλιον ό Ζοϋν εξέθεσε τήν θέσιν της Γερμανίας, ότι δεν θα δεχθή καμίαν παραχώρησιν. Το δυτικό Βερολίνον προσέλκυσε πρόσφυγας από την ανατολικήν Γερμανίαν. — 10 ημέραις διά όλους τον Απριλίον, εντατικώτερες γίνονται αι προετοιμασίαι της διασκέψεως. Έν τω μεταξύ ό κ. Σαραόλης Βενιζέλος όπως και τα μέλη της κυβερνήσεως εξήγγειλαν ότι θα δώσουν συνέντευξιν εις τον τύπον. Ό κ. Καραμανλής θα επισκεφθή το Λονδίνον μετά την Κύπρον, ενώ ή Αγγλία διευθύνει την πολιτικήν της. — ΜΕΤΑ την εξάντλησιν του Νάσερ εις την Ινδίαν και την Ασίαν, οι διαπραγματεύσεις με την Σοβιετικήν Ένωσιν συνεχίζονται. Ο Πρόεδρος της Ινδίας Νεχρού έσπευσε να δηλώσει ότι ή σχέσεις με την Κίνα παραμένουν τεταμένες. Η Αμερικανική Κυβέρνησις επανελήφθη ότι δεν θα εγκαταλείψει τους συμμάχους της εν Ευρώπη, και δεν προτίθεται να αποσύρει τας δυνάμεις της από την Γερμανίαν. Ο πρόεδρος Αϊζενχάουερ θεωρεί ότι ή συμφωνία θα επιτευχθεί.: [486, 605, 596, 1086]
ad-line: στό: [77, 873, 101, 888]
actor-name: ΖΟΡΖ ΜΙΣΤΡΑΛ: [948, 1056, 1045, 1071]
ad-line: της: [79, 983, 99, 997]
cotton-rates-table: [352, 1454, 479, 1504]
film-title: «SLAVES OF CARTHAGE»: [941, 1077, 1052, 1116]
ad-line: Έλατε ν' ακούσετε τήν: [498, 1341, 584, 1351]
column-rule: [598, 92, 599, 1493]
cinema-listing: ΡΑΝΤΙΟ — Τηλ. 30282 LA PARISIENNE (Μπριζίτ Μπαρντώ, Σάρλ Μπουαγιέ): [129, 186, 234, 214]
oscar-label: ΟΣΚΑΡ 1960: [46, 1514, 132, 1529]
